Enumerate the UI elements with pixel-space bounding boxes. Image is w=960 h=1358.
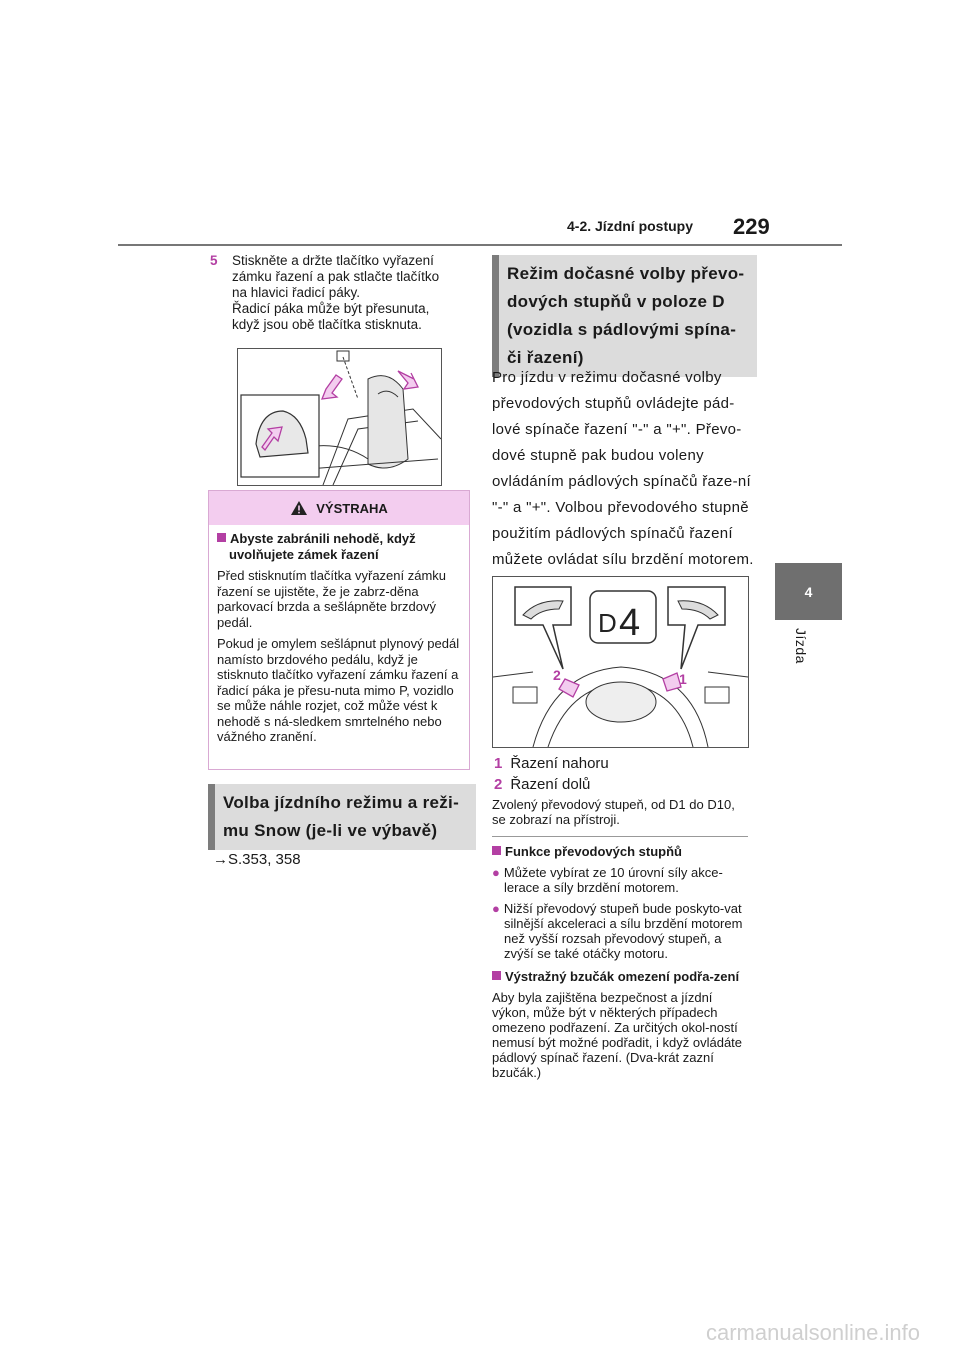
- callout-2: 2: [553, 667, 561, 683]
- step-text: Stiskněte a držte tlačítko vyřazení zámku řazení a pak stlačte tlačítko na hlavici řadicí páky. Řadicí páka může být přesunuta, když jsou obě tlačítka stisknuta.: [232, 253, 440, 332]
- bullet-1-text: Můžete vybírat ze 10 úrovní síly akce-lerace a síly brzdění motorem.: [503, 865, 723, 895]
- warning-title: VÝSTRAHA: [316, 500, 388, 516]
- gear-functions-section: [492, 844, 750, 1080]
- item-shift-up: [494, 754, 609, 774]
- section-title-paddle-shift: Režim dočasné volby převo-dových stupňů v poloze D (vozidla s pádlovými spína-či řazení): [492, 255, 757, 377]
- warning-header: [209, 491, 469, 525]
- gear-display-note: Zvolený převodový stupeň, od D1 do D10, se zobrazí na přístroji.: [492, 797, 735, 827]
- paddle-description: Pro jízdu v režimu dočasné volby převodových stupňů ovládejte pád-lové spínače řazení "-" a "+". Převo-dové stupně pak budou voleny ovládáním pádlových spínačů řaze-ní "-" a "+". Volbou převodového stupně použitím pádlových spínačů řazení můžete ovládat sílu brzdění motorem.: [492, 369, 754, 568]
- warning-heading: [217, 531, 461, 562]
- callout-1: 1: [679, 671, 687, 687]
- page-reference: →S.353, 358: [213, 851, 301, 868]
- circle-bullet-icon: ●: [492, 865, 500, 880]
- chapter-number: 4: [804, 583, 813, 600]
- page-number: 229: [733, 214, 770, 239]
- paddle-shift-illustration: [492, 576, 749, 748]
- buzzer-description: Aby byla zajištěna bezpečnost a jízdní výkon, může být v některých případech omezeno podřazení. Za určitých okol-ností nemusí být možné podřadit, i když ovládáte pádlový spínač řazení. (Dva-krát zazní bzučák.): [492, 990, 743, 1080]
- bullet-2: [492, 901, 750, 961]
- square-bullet-icon: [492, 846, 501, 855]
- section-header: 4-2. Jízdní postupy: [567, 218, 694, 234]
- display-gear-text: D: [598, 608, 617, 638]
- item-text: Řazení nahoru: [510, 755, 609, 772]
- sub-heading-1: [492, 844, 750, 859]
- sub-heading-2: [492, 969, 750, 984]
- bullet-1: [492, 865, 750, 895]
- item-shift-down: [494, 775, 590, 795]
- header-divider: [118, 244, 842, 246]
- square-bullet-icon: [492, 971, 501, 980]
- step-number: 5: [210, 253, 218, 268]
- sub-heading-2-text: Výstražný bzučák omezení podřa-zení: [505, 969, 740, 984]
- item-number: 2: [494, 776, 503, 793]
- warning-box: [208, 490, 470, 770]
- square-bullet-icon: [217, 533, 226, 542]
- chapter-tab: [775, 563, 842, 620]
- warning-icon: [290, 500, 308, 516]
- chapter-label: Jízda: [793, 628, 809, 664]
- watermark: carmanualsonline.info: [705, 1320, 920, 1345]
- circle-bullet-icon: ●: [492, 901, 500, 916]
- item-number: 1: [494, 755, 503, 772]
- bullet-2-text: Nižší převodový stupeň bude poskyto-vat silnější akceleraci a sílu brzdění motorem než vyšší rozsah převodový stupeň, a zvýší se také otáčky motoru.: [503, 901, 743, 961]
- item-text: Řazení dolů: [510, 776, 591, 793]
- section-divider: [492, 836, 748, 837]
- warning-heading-text: Abyste zabránili nehodě, když uvolňujete zámek řazení: [229, 531, 416, 562]
- warning-paragraph-1: Před stisknutím tlačítka vyřazení zámku řazení se ujistěte, že je zabrz-děna parkovací brzda a sešlápněte brzdový pedál.: [217, 568, 447, 630]
- shift-lever-illustration: [237, 348, 442, 486]
- display-gear-number: 4: [619, 602, 641, 644]
- warning-paragraph-2: Pokud je omylem sešlápnut plynový pedál namísto brzdového pedálu, když je stisknuto tlačítko vyřazení zámku řazení a řadicí páka je přesu-nuta mimo P, vozidlo se může náhle rozjet, což může vést k nehodě s ná-sledkem smrtelného nebo vážného zranění.: [217, 636, 460, 744]
- step-5: [210, 253, 475, 333]
- section-title-drive-mode: Volba jízdního režimu a reži-mu Snow (je-li ve výbavě): [208, 784, 476, 850]
- sub-heading-1-text: Funkce převodových stupňů: [505, 844, 682, 859]
